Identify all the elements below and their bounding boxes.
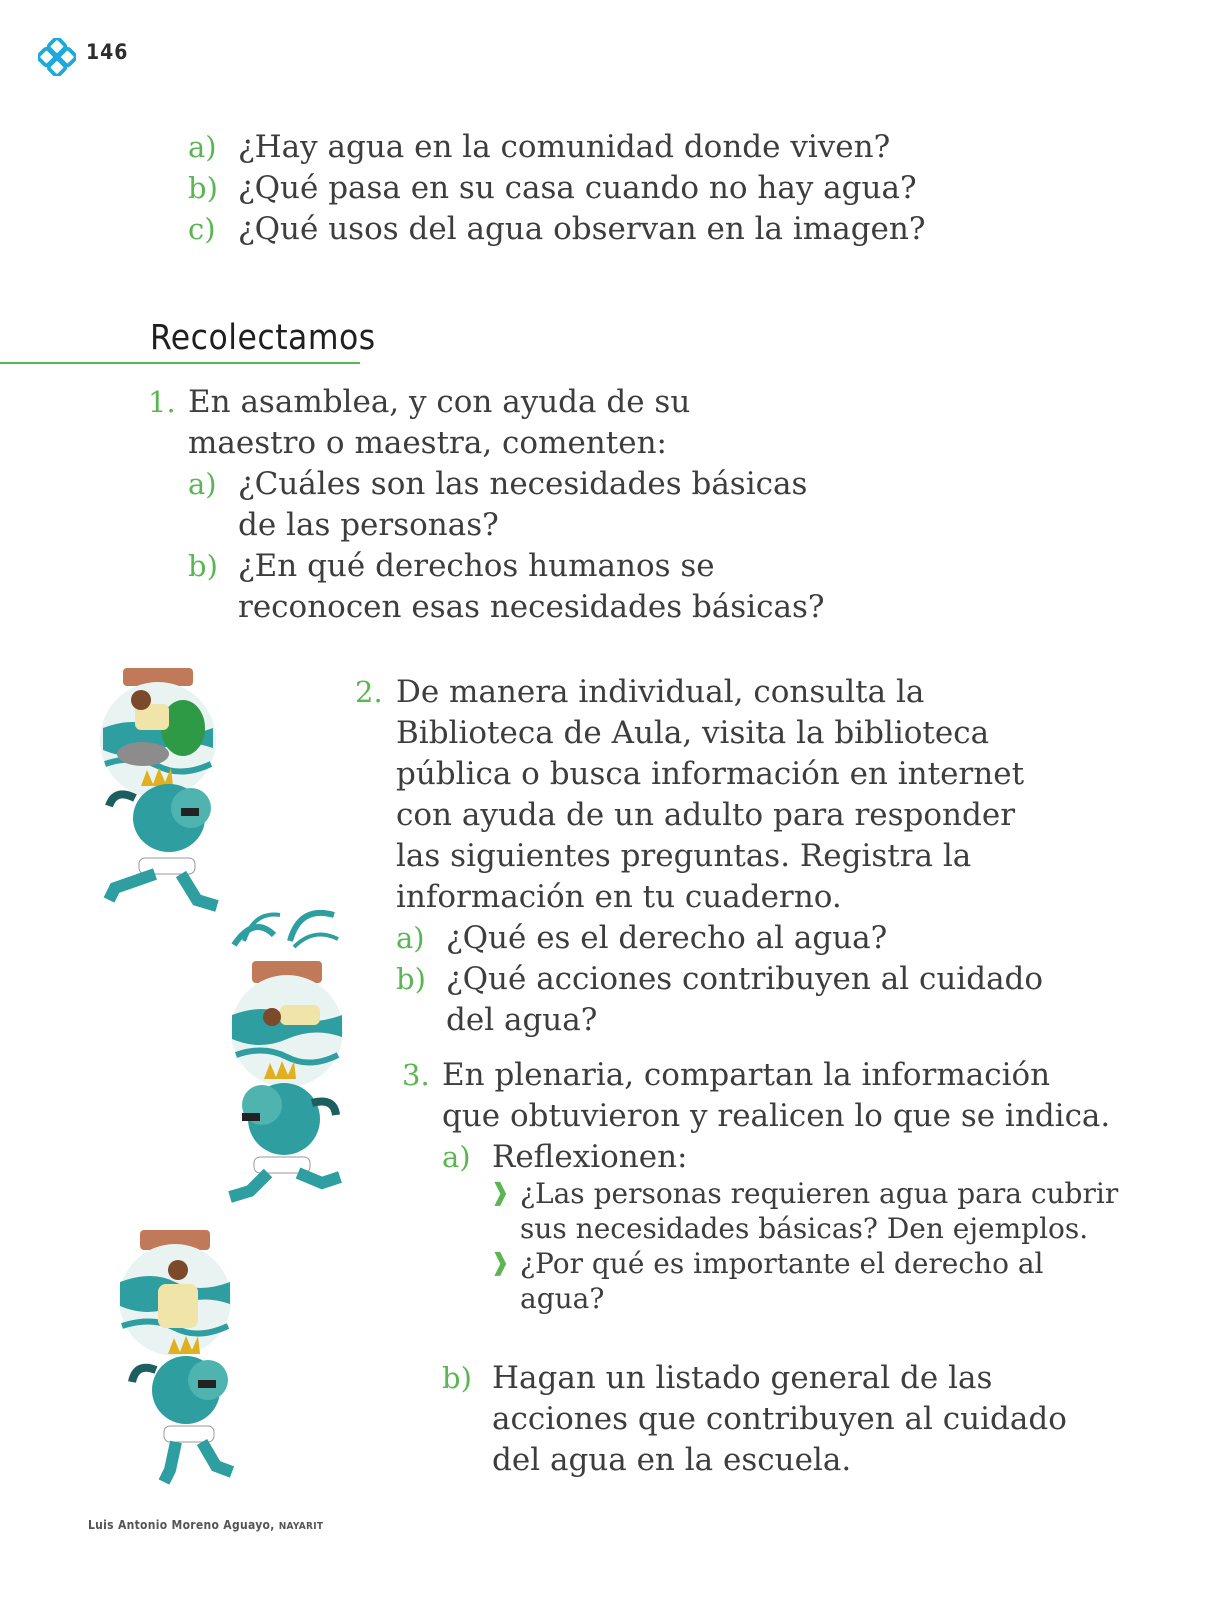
list-marker: c) <box>188 212 216 246</box>
list-item <box>188 209 925 250</box>
logo-knot-icon <box>38 38 76 76</box>
item-text: De manera individual, consulta la <box>396 674 925 710</box>
item-text: pública o busca información en internet <box>396 756 1025 792</box>
item-text: que obtuvieron y realicen lo que se indica. <box>442 1098 1111 1134</box>
water-splash-illustration <box>224 905 348 1205</box>
question-text: ¿Qué acciones contribuyen al cuidado <box>446 961 1044 997</box>
section-heading: Recolectamos <box>150 318 376 358</box>
item-text: En asamblea, y con ayuda de su <box>188 384 691 420</box>
list-marker: b) <box>442 1361 472 1395</box>
credit-state: NAYARIT <box>278 1521 324 1532</box>
question-text: acciones que contribuyen al cuidado <box>492 1401 1067 1437</box>
item-text: maestro o maestra, comenten: <box>188 425 667 461</box>
page-number: 146 <box>86 40 129 64</box>
list-marker: b) <box>396 962 426 996</box>
item-number: 2. <box>355 675 383 709</box>
list-marker: a) <box>396 921 425 955</box>
bullet-text: agua? <box>520 1282 605 1315</box>
list-item <box>188 168 917 209</box>
question-text: ¿Hay agua en la comunidad donde viven? <box>238 129 891 165</box>
chevron-bullet-icon: ❱ <box>490 1248 511 1276</box>
question-text: del agua en la escuela. <box>492 1442 852 1478</box>
list-item <box>188 127 890 168</box>
credit-name: Luis Antonio Moreno Aguayo, <box>88 1518 275 1532</box>
item-text: Biblioteca de Aula, visita la biblioteca <box>396 715 990 751</box>
item-number: 1. <box>148 385 176 419</box>
list-marker: a) <box>188 130 217 164</box>
question-text: Hagan un listado general de las <box>492 1360 993 1396</box>
question-text: ¿En qué derechos humanos se <box>238 548 715 584</box>
question-text: Reflexionen: <box>492 1139 688 1175</box>
list-marker: b) <box>188 549 218 583</box>
list-marker: a) <box>188 467 217 501</box>
question-text: reconocen esas necesidades básicas? <box>238 589 825 625</box>
list-marker: b) <box>188 171 218 205</box>
chevron-bullet-icon: ❱ <box>490 1178 511 1206</box>
question-text: ¿Cuáles son las necesidades básicas <box>238 466 808 502</box>
question-text: del agua? <box>446 1002 598 1038</box>
question-text: de las personas? <box>238 507 499 543</box>
water-carrier-illustration <box>112 1230 238 1490</box>
item-number: 3. <box>402 1058 430 1092</box>
list-marker: a) <box>442 1140 471 1174</box>
item-text: las siguientes preguntas. Registra la <box>396 838 972 874</box>
bullet-text: ¿Las personas requieren agua para cubrir <box>520 1177 1119 1210</box>
illustration-credit <box>88 1518 323 1532</box>
question-text: ¿Qué usos del agua observan en la imagen? <box>238 211 926 247</box>
item-text: con ayuda de un adulto para responder <box>396 797 1016 833</box>
question-text: ¿Qué pasa en su casa cuando no hay agua? <box>238 170 917 206</box>
bullet-text: sus necesidades básicas? Den ejemplos. <box>520 1212 1089 1245</box>
bullet-text: ¿Por qué es importante el derecho al <box>520 1247 1044 1280</box>
item-text: información en tu cuaderno. <box>396 879 842 915</box>
heading-rule <box>0 362 360 364</box>
question-text: ¿Qué es el derecho al agua? <box>446 920 888 956</box>
item-text: En plenaria, compartan la información <box>442 1057 1051 1093</box>
water-carrier-illustration <box>95 668 225 918</box>
